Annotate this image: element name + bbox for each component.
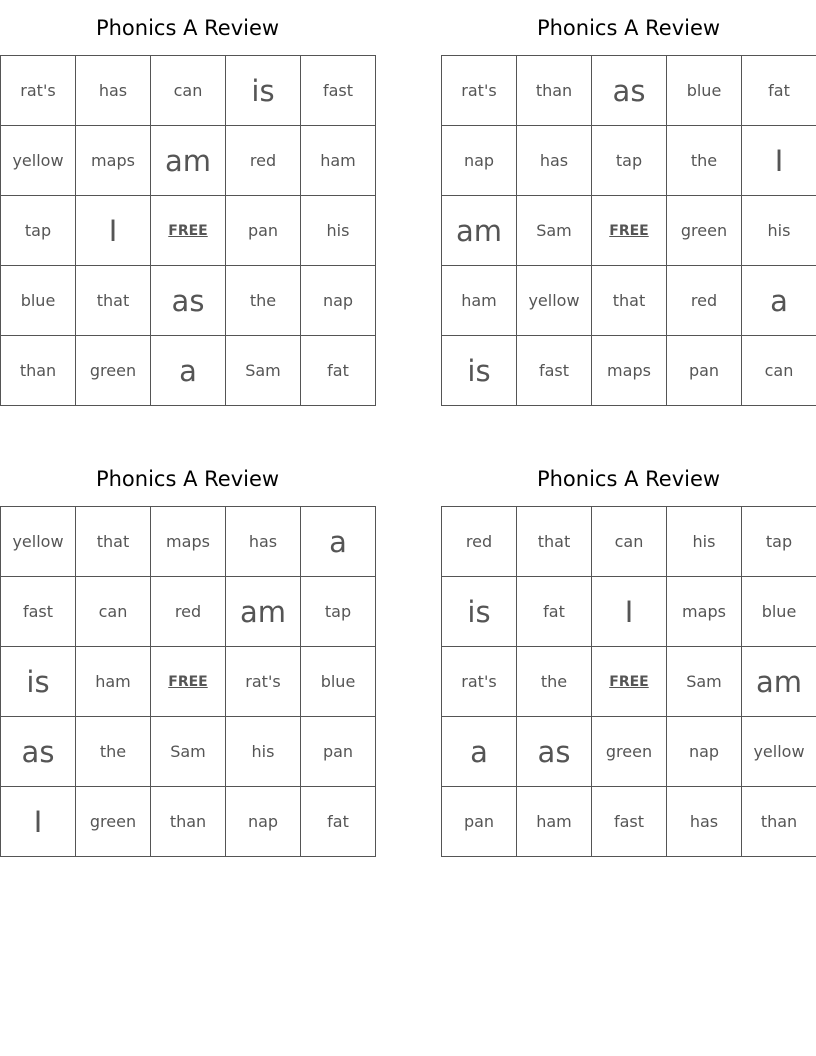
grid-cell: is — [442, 336, 517, 406]
grid-cell: red — [226, 126, 301, 196]
grid-cell: pan — [226, 196, 301, 266]
grid-cell: yellow — [517, 266, 592, 336]
grid-cell: ham — [442, 266, 517, 336]
grid-cell: fat — [301, 787, 376, 857]
grid-cell: the — [517, 647, 592, 717]
grid-cell: fat — [742, 56, 816, 126]
grid-row — [1, 266, 376, 336]
grid-cell: his — [742, 196, 816, 266]
grid-cell: Sam — [226, 336, 301, 406]
grid-cell: tap — [1, 196, 76, 266]
grid-cell: I — [742, 126, 816, 196]
bingo-grid — [441, 506, 816, 857]
bingo-grid — [441, 55, 816, 406]
grid-cell: that — [592, 266, 667, 336]
grid-cell: fat — [301, 336, 376, 406]
grid-cell: than — [742, 787, 816, 857]
free-space: FREE — [151, 647, 226, 717]
grid-row — [1, 507, 376, 577]
grid-cell: I — [1, 787, 76, 857]
grid-cell: pan — [442, 787, 517, 857]
grid-cell: is — [226, 56, 301, 126]
grid-row — [442, 787, 816, 857]
grid-cell: has — [226, 507, 301, 577]
grid-row — [442, 647, 816, 717]
grid-cell: pan — [301, 717, 376, 787]
grid-cell: ham — [301, 126, 376, 196]
card-title: Phonics A Review — [536, 16, 721, 40]
grid-cell: as — [1, 717, 76, 787]
grid-cell: than — [151, 787, 226, 857]
grid-cell: his — [301, 196, 376, 266]
grid-cell: red — [667, 266, 742, 336]
grid-cell: a — [442, 717, 517, 787]
grid-cell: I — [76, 196, 151, 266]
grid-cell: has — [517, 126, 592, 196]
grid-cell: as — [592, 56, 667, 126]
grid-row — [442, 266, 816, 336]
card-title: Phonics A Review — [536, 467, 721, 491]
grid-cell: is — [442, 577, 517, 647]
grid-cell: his — [667, 507, 742, 577]
grid-row — [1, 56, 376, 126]
grid-cell: as — [151, 266, 226, 336]
grid-cell: green — [592, 717, 667, 787]
grid-cell: blue — [1, 266, 76, 336]
grid-row — [1, 717, 376, 787]
grid-row — [442, 717, 816, 787]
grid-cell: fast — [517, 336, 592, 406]
grid-cell: fat — [517, 577, 592, 647]
grid-cell: can — [592, 507, 667, 577]
grid-cell: tap — [592, 126, 667, 196]
card-title: Phonics A Review — [95, 467, 280, 491]
grid-cell: than — [517, 56, 592, 126]
grid-cell: his — [226, 717, 301, 787]
grid-cell: blue — [301, 647, 376, 717]
grid-cell: tap — [742, 507, 816, 577]
grid-cell: that — [76, 507, 151, 577]
grid-cell: rat's — [442, 647, 517, 717]
grid-row — [442, 336, 816, 406]
grid-cell: am — [442, 196, 517, 266]
grid-cell: nap — [226, 787, 301, 857]
grid-cell: green — [76, 336, 151, 406]
grid-cell: that — [517, 507, 592, 577]
grid-cell: rat's — [442, 56, 517, 126]
grid-cell: tap — [301, 577, 376, 647]
grid-row — [1, 126, 376, 196]
grid-cell: maps — [151, 507, 226, 577]
grid-row — [1, 577, 376, 647]
grid-cell: red — [442, 507, 517, 577]
free-space: FREE — [151, 196, 226, 266]
grid-cell: maps — [667, 577, 742, 647]
grid-cell: am — [151, 126, 226, 196]
grid-cell: than — [1, 336, 76, 406]
grid-cell: blue — [742, 577, 816, 647]
grid-cell: maps — [76, 126, 151, 196]
free-space: FREE — [592, 647, 667, 717]
bingo-grid — [0, 55, 376, 406]
grid-cell: Sam — [151, 717, 226, 787]
grid-cell: fast — [1, 577, 76, 647]
grid-cell: a — [301, 507, 376, 577]
grid-cell: can — [742, 336, 816, 406]
grid-cell: green — [76, 787, 151, 857]
grid-cell: blue — [667, 56, 742, 126]
grid-cell: am — [226, 577, 301, 647]
grid-row — [1, 196, 376, 266]
grid-cell: can — [76, 577, 151, 647]
bingo-grid — [0, 506, 376, 857]
grid-row — [1, 787, 376, 857]
grid-cell: yellow — [1, 507, 76, 577]
grid-cell: ham — [76, 647, 151, 717]
grid-row — [442, 126, 816, 196]
grid-cell: rat's — [1, 56, 76, 126]
grid-cell: yellow — [1, 126, 76, 196]
grid-cell: a — [151, 336, 226, 406]
grid-cell: Sam — [517, 196, 592, 266]
grid-cell: fast — [301, 56, 376, 126]
free-space: FREE — [592, 196, 667, 266]
grid-cell: can — [151, 56, 226, 126]
grid-row — [442, 577, 816, 647]
grid-cell: Sam — [667, 647, 742, 717]
grid-cell: red — [151, 577, 226, 647]
grid-cell: nap — [667, 717, 742, 787]
grid-cell: has — [76, 56, 151, 126]
grid-row — [442, 56, 816, 126]
grid-cell: yellow — [742, 717, 816, 787]
grid-cell: green — [667, 196, 742, 266]
grid-cell: pan — [667, 336, 742, 406]
grid-cell: I — [592, 577, 667, 647]
grid-cell: am — [742, 647, 816, 717]
grid-row — [1, 336, 376, 406]
grid-cell: the — [226, 266, 301, 336]
grid-cell: ham — [517, 787, 592, 857]
grid-cell: nap — [442, 126, 517, 196]
grid-cell: a — [742, 266, 816, 336]
card-title: Phonics A Review — [95, 16, 280, 40]
grid-row — [442, 196, 816, 266]
grid-cell: as — [517, 717, 592, 787]
grid-row — [1, 647, 376, 717]
grid-cell: fast — [592, 787, 667, 857]
grid-cell: has — [667, 787, 742, 857]
grid-cell: the — [667, 126, 742, 196]
grid-cell: maps — [592, 336, 667, 406]
grid-cell: the — [76, 717, 151, 787]
grid-cell: nap — [301, 266, 376, 336]
grid-cell: is — [1, 647, 76, 717]
grid-cell: that — [76, 266, 151, 336]
grid-row — [442, 507, 816, 577]
grid-cell: rat's — [226, 647, 301, 717]
